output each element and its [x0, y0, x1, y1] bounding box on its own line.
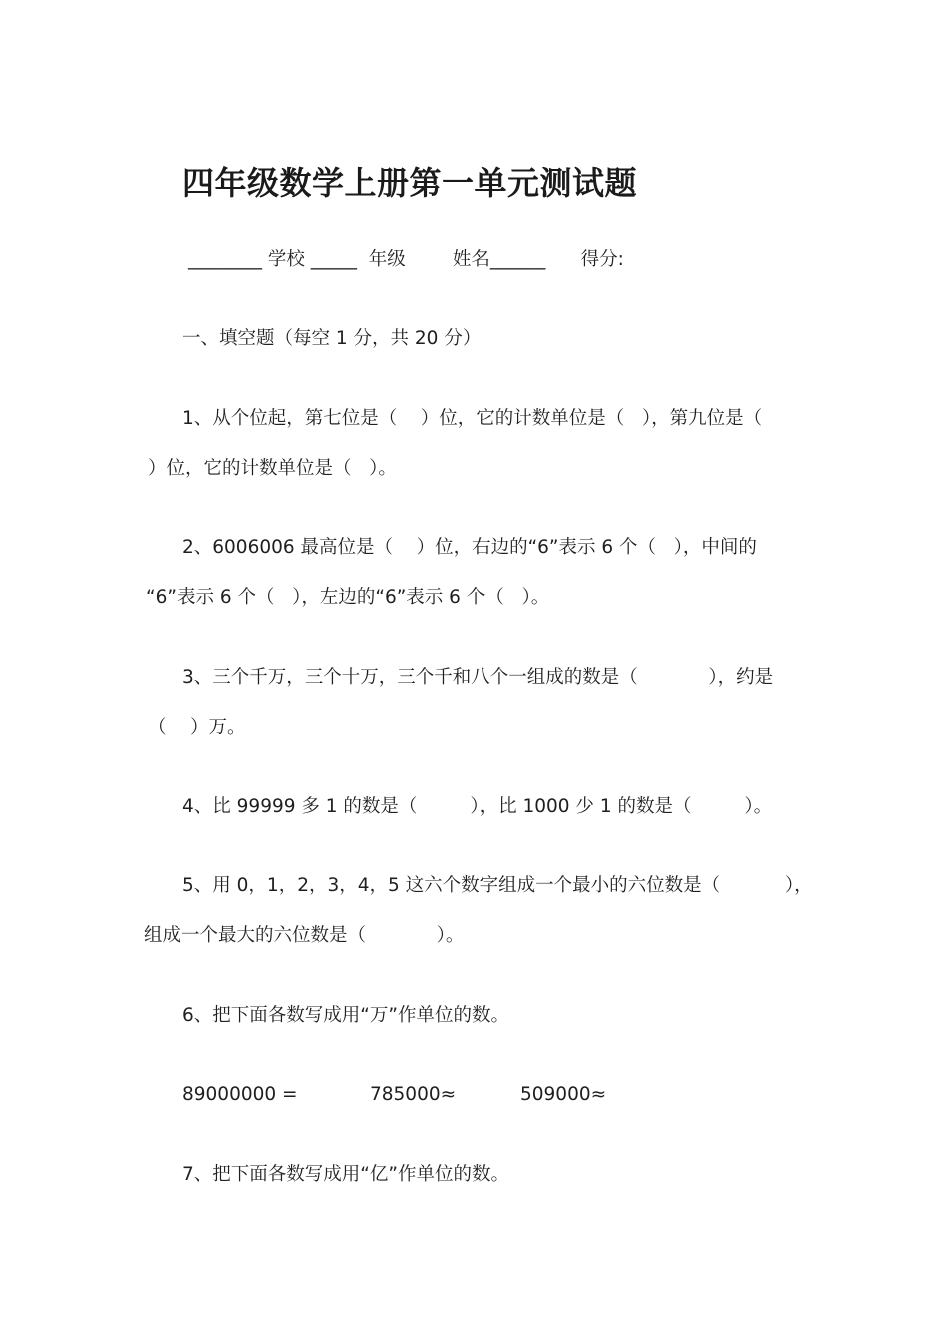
question-1-line-2: ）位，它的计数单位是（ ）。: [148, 458, 397, 479]
student-info-row: ________ 学校 _____ 年级 姓名______ 得分:: [188, 249, 624, 270]
question-5-line-1: 5、用 0，1，2，3，4，5 这六个数字组成一个最小的六位数是（ ），: [182, 875, 813, 896]
question-6-item: 89000000 =: [182, 1084, 298, 1105]
question-5-line-2: 组成一个最大的六位数是（ ）。: [144, 925, 465, 946]
section-heading-fill-in: 一、填空题（每空 1 分，共 20 分）: [182, 328, 482, 349]
question-6: 6、把下面各数写成用“万”作单位的数。: [182, 1005, 509, 1026]
question-4: 4、比 99999 多 1 的数是（ ），比 1000 少 1 的数是（ ）。: [182, 796, 773, 817]
question-1-line-1: 1、从个位起，第七位是（ ）位，它的计数单位是（ ），第九位是（: [182, 408, 763, 429]
page-title: 四年级数学上册第一单元测试题: [182, 164, 638, 202]
question-6-item: 509000≈: [520, 1084, 607, 1105]
question-2-line-1: 2、6006006 最高位是（ ）位，右边的“6”表示 6 个（ ），中间的: [182, 537, 757, 558]
question-3-line-1: 3、三个千万，三个十万，三个千和八个一组成的数是（ ），约是: [182, 667, 774, 688]
question-2-line-2: “6”表示 6 个（ ），左边的“6”表示 6 个（ ）。: [146, 587, 550, 608]
question-3-line-2: （ ）万。: [148, 717, 246, 738]
question-6-item: 785000≈: [370, 1084, 457, 1105]
question-7: 7、把下面各数写成用“亿”作单位的数。: [182, 1164, 509, 1185]
